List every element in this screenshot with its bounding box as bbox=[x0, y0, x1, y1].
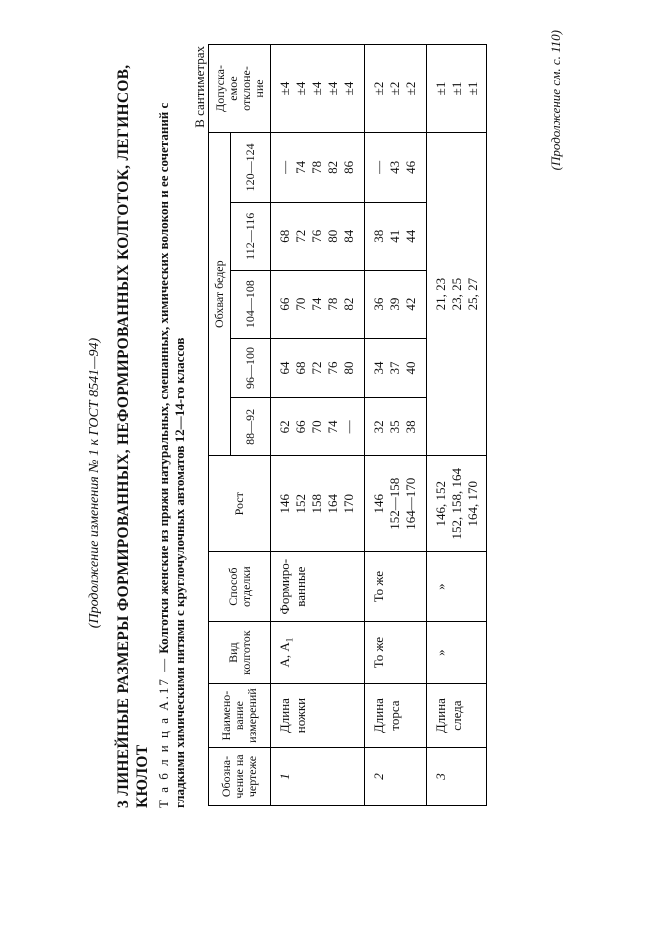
header-tolerance: Допуска- емое отклоне- ние bbox=[209, 45, 271, 133]
row3-heights: 146, 152 152, 158, 164 164, 170 bbox=[427, 456, 487, 552]
row2-heights: 146 152—158 164—170 bbox=[365, 456, 427, 552]
row3-type: » bbox=[427, 622, 487, 684]
row3-finish: » bbox=[427, 552, 487, 622]
row2-hips-96-100: 34 37 40 bbox=[365, 338, 427, 398]
row1-type: А, $А_1$ bbox=[271, 622, 365, 684]
size-table bbox=[208, 44, 487, 806]
row3-tolerance: ±1 ±1 ±1 bbox=[427, 45, 487, 133]
table-caption bbox=[156, 88, 188, 808]
section-heading: 3 ЛИНЕЙНЫЕ РАЗМЕРЫ ФОРМИРОВАННЫХ, НЕФОРМИРОВАННЫХ КОЛГОТОК, ЛЕГИНСОВ, КЮЛОТ bbox=[115, 64, 151, 808]
row1-hips-120-124: — 74 78 82 86 bbox=[271, 132, 365, 202]
top-note: (Продолжение изменения № 1 к ГОСТ 8541—94) bbox=[87, 337, 102, 629]
header-height: Рост bbox=[209, 456, 271, 552]
header-hips-120-124: 120—124 bbox=[231, 132, 271, 202]
header-type: Вид колготок bbox=[209, 622, 271, 684]
table-row bbox=[271, 45, 365, 806]
row2-finish: То же bbox=[365, 552, 427, 622]
row2-hips-120-124: — 43 46 bbox=[365, 132, 427, 202]
header-hips-group: Обхват бедер bbox=[209, 132, 231, 455]
row3-designation: 3 bbox=[427, 748, 487, 806]
row1-hips-88-92: 62 66 70 74 — bbox=[271, 398, 365, 456]
row3-name: Длина следа bbox=[427, 684, 487, 748]
header-hips-104-108: 104—108 bbox=[231, 270, 271, 338]
row1-tolerance: ±4 ±4 ±4 ±4 ±4 bbox=[271, 45, 365, 133]
header-finish: Способ отделки bbox=[209, 552, 271, 622]
row2-hips-112-116: 38 41 44 bbox=[365, 202, 427, 270]
row3-merged-values: 21, 23 23, 25 25, 27 bbox=[427, 132, 487, 455]
table-title: Колготки женские из пряжи натуральных, смешанных, химических волокон и ее сочетаний с гладкими химическими нитями с круглочулочных автоматов 12—14-го классов bbox=[156, 102, 187, 808]
bottom-note: (Продолжение см. с. 110) bbox=[548, 30, 563, 171]
row2-hips-88-92: 32 35 38 bbox=[365, 398, 427, 456]
header-hips-112-116: 112—116 bbox=[231, 202, 271, 270]
row1-finish: Формиро- ванные bbox=[271, 552, 365, 622]
header-name: Наимено- вание измерений bbox=[209, 684, 271, 748]
header-hips-96-100: 96—100 bbox=[231, 338, 271, 398]
row1-name: Длина ножки bbox=[271, 684, 365, 748]
header-hips-88-92: 88—92 bbox=[231, 398, 271, 456]
table-row bbox=[427, 45, 487, 806]
row2-name: Длина торса bbox=[365, 684, 427, 748]
row1-hips-96-100: 64 68 72 76 80 bbox=[271, 338, 365, 398]
row2-hips-104-108: 36 39 42 bbox=[365, 270, 427, 338]
header-designation: Обозна- чение на чертеже bbox=[209, 748, 271, 806]
row1-heights: 146 152 158 164 170 bbox=[271, 456, 365, 552]
row1-hips-104-108: 66 70 74 78 82 bbox=[271, 270, 365, 338]
row2-tolerance: ±2 ±2 ±2 bbox=[365, 45, 427, 133]
row2-designation: 2 bbox=[365, 748, 427, 806]
table-row bbox=[365, 45, 427, 806]
row1-designation: 1 bbox=[271, 748, 365, 806]
units-label: В сантиметрах bbox=[192, 46, 207, 128]
table-label: Т а б л и ц а А.17 — bbox=[156, 656, 171, 808]
row1-hips-112-116: 68 72 76 80 84 bbox=[271, 202, 365, 270]
row2-type: То же bbox=[365, 622, 427, 684]
